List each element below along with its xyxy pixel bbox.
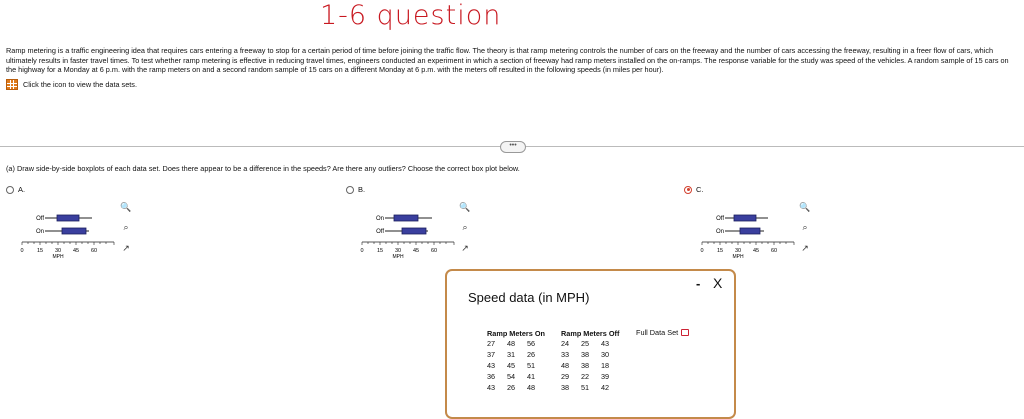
- zoom-in-icon[interactable]: 🔍: [459, 202, 471, 212]
- table-cell: 38: [581, 350, 590, 359]
- boxplot-a: [14, 208, 124, 260]
- boxplot-a-tick-marks: [22, 242, 114, 245]
- tick-label: 0: [20, 248, 24, 254]
- table-cell: 38: [561, 383, 570, 392]
- data-link-row[interactable]: [6, 79, 137, 90]
- axis-label: MPH: [732, 254, 744, 260]
- axis-label: MPH: [52, 254, 64, 260]
- table-cell: 56: [527, 339, 536, 348]
- zoom-in-icon[interactable]: 🔍: [799, 202, 811, 212]
- expand-more-button[interactable]: •••: [500, 141, 526, 153]
- zoom-out-icon[interactable]: ⌕: [462, 222, 468, 232]
- table-cell: 48: [527, 383, 536, 392]
- table-cell: 48: [507, 339, 516, 348]
- table-cell: 41: [527, 372, 536, 381]
- boxplot-b-top-box: [394, 215, 418, 221]
- table-cell: 42: [601, 383, 610, 392]
- table-cell: 33: [561, 350, 570, 359]
- tick-label: 15: [716, 248, 724, 254]
- tick-label: 30: [734, 248, 742, 254]
- table-cell: 39: [601, 372, 610, 381]
- handwritten-annotation: 1-6 question: [320, 0, 502, 31]
- option-b-label: B.: [358, 185, 366, 194]
- tick-label: 45: [752, 248, 760, 254]
- table-cell: 18: [601, 361, 610, 370]
- option-b[interactable]: [346, 185, 365, 194]
- boxplot-b-top-label: On: [375, 216, 384, 222]
- table-cell: 29: [561, 372, 570, 381]
- close-button[interactable]: X: [713, 275, 723, 291]
- boxplot-b-bottom-label: Off: [376, 229, 384, 235]
- tick-label: 45: [412, 248, 420, 254]
- boxplot-b: [354, 208, 464, 260]
- axis-label: MPH: [392, 254, 404, 260]
- ramp-off-header: Ramp Meters Off: [561, 329, 620, 338]
- boxplot-a-bottom-box: [62, 228, 86, 234]
- boxplot-c-tick-marks: [702, 242, 794, 245]
- option-a-label: A.: [18, 185, 26, 194]
- table-cell: 27: [487, 339, 496, 348]
- tick-label: 0: [700, 248, 704, 254]
- popout-icon[interactable]: ↗: [122, 243, 130, 253]
- table-cell: 51: [581, 383, 590, 392]
- table-cell: 38: [581, 361, 590, 370]
- full-data-set-link[interactable]: [636, 328, 689, 337]
- tick-label: 60: [770, 248, 778, 254]
- boxplot-a-top-label: Off: [36, 216, 44, 222]
- tick-label: 30: [54, 248, 62, 254]
- popout-icon[interactable]: ↗: [461, 243, 469, 253]
- tick-label: 15: [36, 248, 44, 254]
- tick-label: 15: [376, 248, 384, 254]
- table-cell: 43: [601, 339, 610, 348]
- boxplot-c-top-label: Off: [716, 216, 724, 222]
- boxplot-b-bottom-box: [402, 228, 426, 234]
- boxplot-a-top-box: [57, 215, 79, 221]
- table-cell: 24: [561, 339, 570, 348]
- question-a: (a) Draw side-by-side boxplots of each data set. Does there appear to be a difference in the speeds? Are there any outliers? Choose the correct box plot below.: [6, 164, 520, 173]
- table-cell: 43: [487, 361, 496, 370]
- zoom-in-icon[interactable]: 🔍: [120, 202, 132, 212]
- data-link-text: Click the icon to view the data sets.: [23, 80, 137, 89]
- table-cell: 37: [487, 350, 496, 359]
- table-cell: 26: [507, 383, 516, 392]
- table-cell: 31: [507, 350, 516, 359]
- boxplot-c-bottom-label: On: [715, 229, 724, 235]
- table-cell: 54: [507, 372, 516, 381]
- radio-button-a[interactable]: [6, 186, 14, 194]
- boxplot-a-bottom-label: On: [35, 229, 44, 235]
- table-cell: 36: [487, 372, 496, 381]
- copy-icon[interactable]: [681, 329, 689, 336]
- boxplot-c: [694, 208, 804, 260]
- boxplot-c-bottom-box: [740, 228, 760, 234]
- tick-label: 60: [90, 248, 98, 254]
- table-cell: 48: [561, 361, 570, 370]
- minimize-button[interactable]: -: [696, 276, 701, 291]
- radio-button-b[interactable]: [346, 186, 354, 194]
- table-cell: 45: [507, 361, 516, 370]
- speed-data-popup: [445, 269, 736, 419]
- boxplot-b-tick-marks: [362, 242, 454, 245]
- tick-label: 60: [430, 248, 438, 254]
- grid-icon[interactable]: [6, 79, 18, 90]
- full-data-set-label: Full Data Set: [636, 328, 679, 337]
- tick-label: 0: [360, 248, 364, 254]
- option-a[interactable]: [6, 185, 25, 194]
- popout-icon[interactable]: ↗: [801, 243, 809, 253]
- tick-label: 30: [394, 248, 402, 254]
- table-cell: 30: [601, 350, 610, 359]
- zoom-out-icon[interactable]: ⌕: [802, 222, 808, 232]
- radio-button-c[interactable]: [684, 186, 692, 194]
- problem-statement: Ramp metering is a traffic engineering idea that requires cars entering a freeway to stop for a certain period of time before joining the traffic flow. The theory is that ramp metering controls the number of cars on the freeway and the number of cars accessing the freeway, resulting in a freer flow of cars, which ultimately results in faster travel times. To test whether ramp metering is effective in reducing travel times, engineers conducted an experiment in which a section of freeway had ramp meters installed on the on-ramps. The response variable for the study was speed of the vehicles. A random sample of 15 cars on the highway for a Monday at 6 p.m. with the ramp meters on and a second random sample of 15 cars on a different Monday at 6 p.m. with the meters off resulted in the following speeds (in miles per hour).: [6, 46, 1009, 75]
- table-cell: 26: [527, 350, 536, 359]
- table-cell: 25: [581, 339, 590, 348]
- table-cell: 43: [487, 383, 496, 392]
- option-c-label: C.: [696, 185, 704, 194]
- popup-title: Speed data (in MPH): [468, 290, 590, 305]
- table-cell: 51: [527, 361, 536, 370]
- option-c[interactable]: [684, 185, 704, 194]
- zoom-out-icon[interactable]: ⌕: [123, 222, 129, 232]
- ramp-on-header: Ramp Meters On: [487, 329, 545, 338]
- boxplot-c-top-box: [734, 215, 756, 221]
- tick-label: 45: [72, 248, 80, 254]
- table-cell: 22: [581, 372, 590, 381]
